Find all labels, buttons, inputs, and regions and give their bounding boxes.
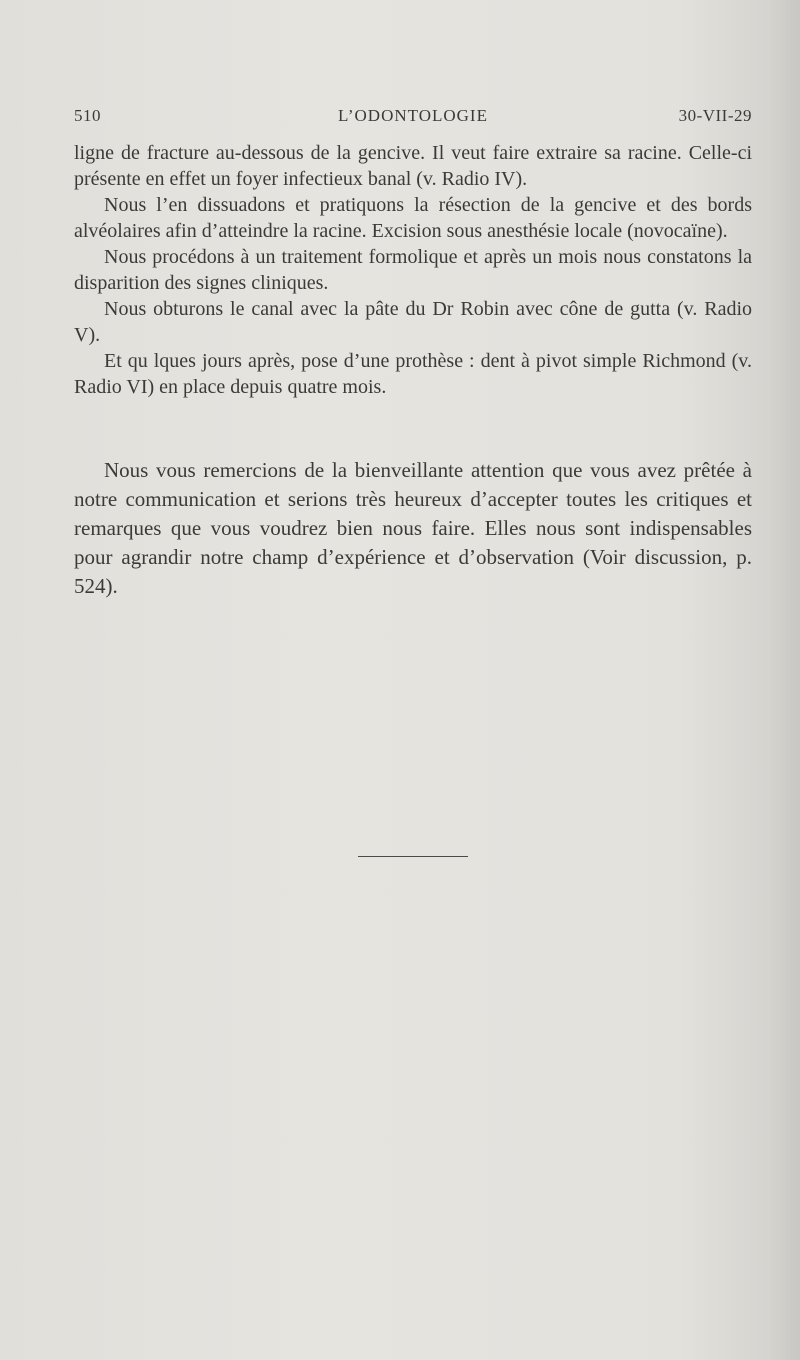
body-text — [74, 140, 752, 400]
running-header — [74, 106, 752, 130]
paragraph-prosthesis: Et qu lques jours après, pose d’une prothèse : dent à pivot simple Richmond (v. Radio VI) en place depuis quatre mois. — [74, 350, 752, 398]
paragraph-continuation: ligne de fracture au-dessous de la gencive. Il veut faire extraire sa racine. Celle-ci présente en effet un foyer infectieux banal (v. Radio IV). — [74, 142, 752, 190]
paragraph-obturation: Nous obturons le canal avec la pâte du Dr Robin avec cône de gutta (v. Radio V). — [74, 298, 752, 346]
paragraph-resection: Nous l’en dissuadons et pratiquons la résection de la gencive et des bords alvéolaires afin d’atteindre la racine. Excision sous anesthésie locale (novocaïne). — [74, 194, 752, 242]
closing-text — [74, 456, 752, 601]
page-number: 510 — [74, 106, 101, 125]
issue-date: 30-VII-29 — [678, 106, 752, 125]
end-rule — [358, 856, 468, 857]
paragraph-treatment: Nous procédons à un traitement formolique et après un mois nous constatons la disparition des signes cliniques. — [74, 246, 752, 294]
paragraph-closing: Nous vous remercions de la bienveillante attention que vous avez prêtée à notre communication et serions très heureux d’accepter toutes les critiques et remarques que vous voudrez bien nous faire. Elles nous sont indispensables pour agrandir notre champ d’expérience et d’observation (Voir discussion, p. 524). — [74, 458, 752, 598]
running-title: L’ODONTOLOGIE — [338, 106, 488, 125]
